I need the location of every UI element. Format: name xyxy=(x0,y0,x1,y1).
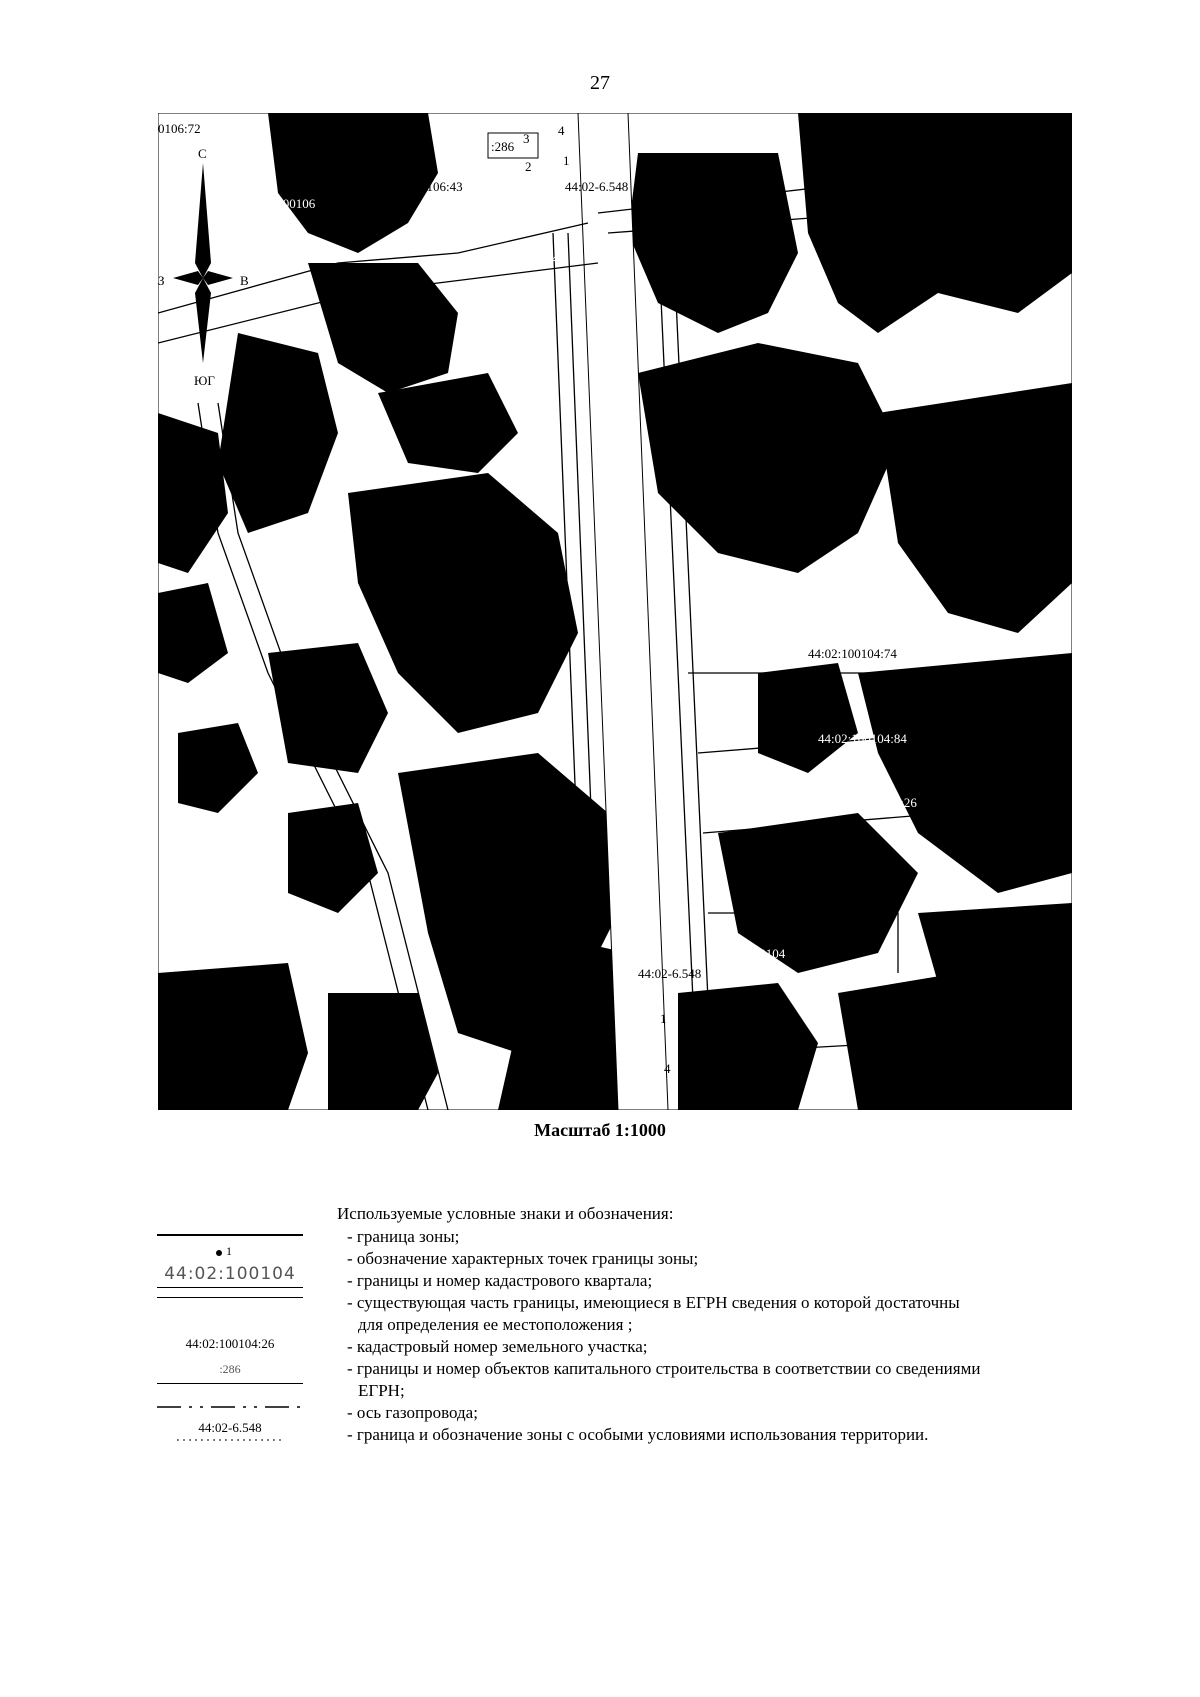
compass-north: С xyxy=(198,146,207,161)
legend-symbol-existing-boundary xyxy=(157,1297,303,1299)
map-image xyxy=(158,113,1072,1110)
map-label: 44:02:100104:74 xyxy=(808,646,897,661)
legend-item: - границы и номер кадастрового квартала; xyxy=(347,1271,653,1290)
legend-item: - границы и номер объектов капитального строительства в соответствии со сведениями xyxy=(347,1359,981,1378)
map-label: 44:02:100104:84 xyxy=(818,731,907,746)
legend-item: ЕГРН; xyxy=(358,1381,405,1400)
compass-west: З xyxy=(158,273,165,288)
legend-item: - обозначение характерных точек границы зоны; xyxy=(347,1249,699,1268)
legend-symbol-point xyxy=(157,1244,303,1266)
legend-item: - кадастровый номер земельного участка; xyxy=(347,1337,648,1356)
map-label: 4 xyxy=(664,1061,671,1076)
map-label: :286 xyxy=(491,139,515,154)
legend-symbol-zone-boundary xyxy=(157,1234,303,1236)
legend-symbol-gas-pipeline xyxy=(157,1405,303,1409)
legend-symbol-quarter xyxy=(157,1264,303,1288)
map-label: 44:02:100104:18 xyxy=(773,426,862,441)
legend-building-number: :286 xyxy=(219,1362,241,1376)
map-label: 44:02:100 xyxy=(866,1059,919,1074)
map-label: 44:02:100106 xyxy=(243,196,316,211)
map-label: 1 xyxy=(660,1011,667,1026)
compass-east: В xyxy=(240,273,249,288)
map-label: 44:02-6.4 xyxy=(508,251,559,266)
map-label: 44:02-6.548 xyxy=(565,179,629,194)
compass-south: ЮГ xyxy=(194,373,215,388)
legend-title: Используемые условные знаки и обозначения: xyxy=(337,1204,674,1223)
map-label: 1 xyxy=(563,153,570,168)
scale-caption: Масштаб 1:1000 xyxy=(534,1120,666,1140)
page-number: 27 xyxy=(590,72,610,94)
legend-parcel-number: 44:02:100104:26 xyxy=(185,1336,275,1351)
map-label: 2 xyxy=(525,159,532,174)
legend-item: - граница и обозначение зоны с особыми условиями использования территории. xyxy=(347,1425,929,1444)
legend-item: для определения ее местоположения ; xyxy=(358,1315,633,1334)
map-label: 0106:43 xyxy=(420,179,463,194)
legend-point-label: 1 xyxy=(226,1244,232,1258)
legend-item: - существующая часть границы, имеющиеся в ЕГРН сведения о которой достаточны xyxy=(347,1293,960,1312)
legend-quarter-number: 44:02:100104 xyxy=(164,1264,296,1284)
map-label: 0106:72 xyxy=(158,121,201,136)
map-label: 44:02:100104:26 xyxy=(828,795,917,810)
legend-symbol-parcel xyxy=(157,1336,303,1354)
map-label: 44:02-6.548 xyxy=(638,966,702,981)
point-icon xyxy=(216,1250,222,1256)
map-label: 44:02:100104 xyxy=(713,946,786,961)
map-label: 3 xyxy=(523,131,530,146)
map-label: 4 xyxy=(558,123,565,138)
legend-item: - ось газопровода; xyxy=(347,1403,478,1422)
legend-zone-number: 44:02-6.548 xyxy=(198,1420,262,1435)
legend-symbol-zone xyxy=(157,1420,303,1442)
legend-symbol-building xyxy=(157,1362,303,1386)
legend-item: - граница зоны; xyxy=(347,1227,460,1246)
